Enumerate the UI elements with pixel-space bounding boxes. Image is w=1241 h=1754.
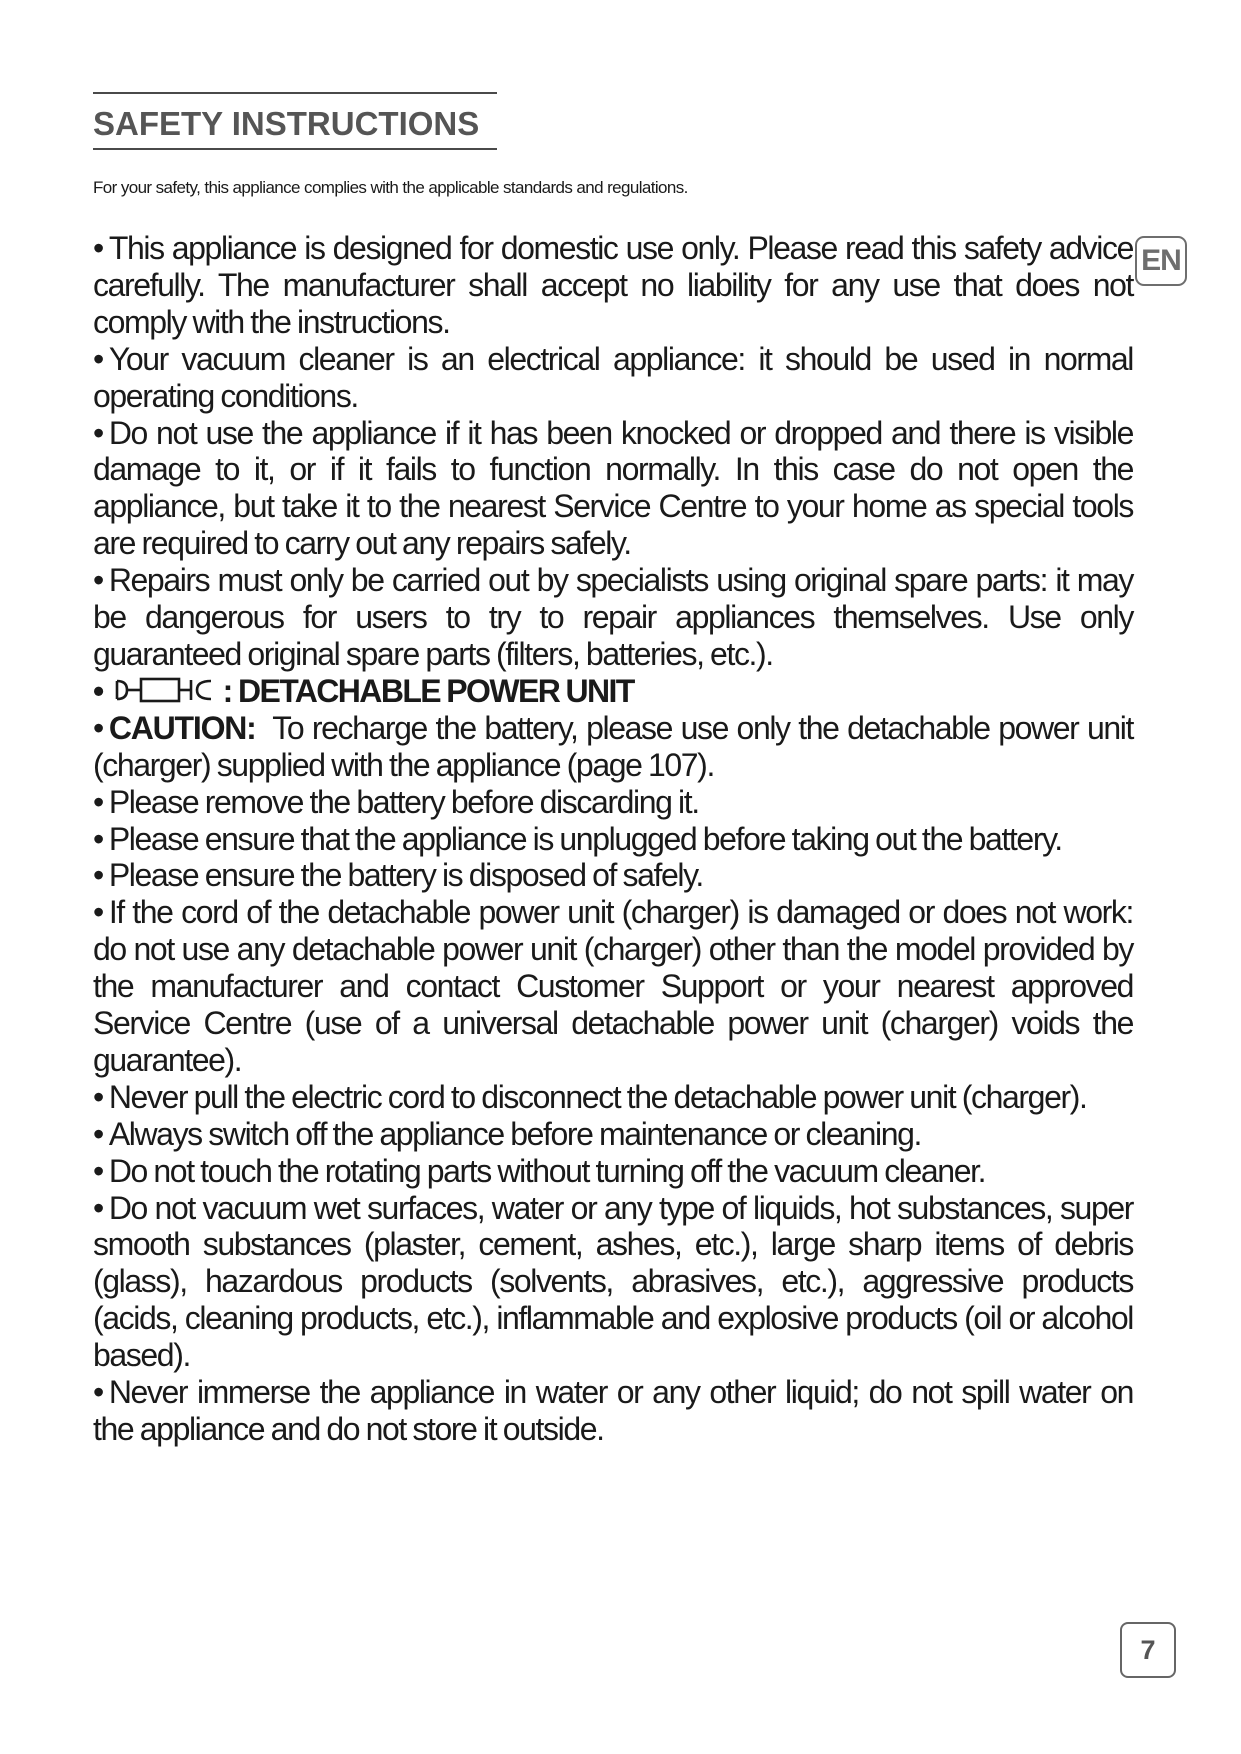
safety-item: [93, 1079, 1133, 1116]
safety-item: [93, 1153, 1133, 1190]
safety-item: [93, 562, 1133, 673]
bullet-icon: •: [93, 414, 103, 451]
safety-item-text: Please remove the battery before discarding it.: [108, 783, 699, 820]
power-unit-label: : DETACHABLE POWER UNIT: [222, 672, 634, 709]
safety-item-text: Repairs must only be carried out by specialists using original spare parts: it may be dangerous for users to try to repair appliances themselves. Use only guaranteed original spare parts (filters, batteries, etc.).: [93, 562, 1133, 672]
page-title: SAFETY INSTRUCTIONS: [93, 105, 480, 142]
safety-item: [93, 894, 1133, 1079]
safety-item-text: Always switch off the appliance before maintenance or cleaning.: [108, 1115, 922, 1152]
bullet-icon: •: [93, 230, 103, 266]
safety-item-text: Never pull the electric cord to disconnect the detachable power unit (charger).: [108, 1078, 1087, 1115]
power-unit-heading: [93, 673, 1133, 710]
caution-item: [93, 710, 1133, 784]
safety-item-text: Your vacuum cleaner is an electrical appliance: it should be used in normal operating conditions.: [93, 340, 1133, 414]
safety-item-text: Never immerse the appliance in water or any other liquid; do not spill water on the appliance and do not store it outside.: [93, 1374, 1133, 1447]
bullet-icon: •: [93, 894, 103, 931]
safety-item: [93, 857, 1133, 894]
bullet-icon: •: [93, 1374, 103, 1411]
safety-item: [93, 821, 1133, 858]
safety-item-text: Do not vacuum wet surfaces, water or any type of liquids, hot substances, super smooth substances (plaster, cement, ashes, etc.), large sharp items of debris (glass), hazardous products (solvents, abrasives, etc.), aggressive products (acids, cleaning products, etc.), inflammable and explosive products (oil or alcohol based).: [93, 1189, 1133, 1374]
safety-item-text: If the cord of the detachable power unit (charger) is damaged or does not work: do not use any detachable power unit (charger) other than the model provided by the manufacturer and contact Customer Support or your nearest approved Service Centre (use of a universal detachable power unit (charger) voids the guarantee).: [93, 894, 1133, 1078]
bullet-icon: •: [93, 340, 103, 377]
safety-item-text: Do not touch the rotating parts without turning off the vacuum cleaner.: [108, 1152, 986, 1189]
safety-list: [93, 230, 1133, 1448]
safety-item-text: Please ensure that the appliance is unplugged before taking out the battery.: [108, 820, 1062, 857]
page-number: 7: [1120, 1622, 1176, 1678]
section-title-block: [93, 92, 497, 150]
safety-item: [93, 1116, 1133, 1153]
safety-item: [93, 341, 1133, 415]
bullet-icon: •: [93, 709, 103, 746]
title-bottom-rule: [93, 148, 497, 150]
bullet-icon: •: [93, 1152, 103, 1189]
bullet-icon: •: [93, 1078, 103, 1115]
safety-item: [93, 1190, 1133, 1375]
bullet-icon: •: [93, 820, 103, 857]
bullet-icon: •: [93, 783, 103, 820]
bullet-icon: •: [93, 672, 103, 709]
detachable-power-unit-icon: [111, 675, 219, 705]
caution-label: CAUTION:: [108, 709, 256, 746]
safety-item: [93, 1374, 1133, 1448]
bullet-icon: •: [93, 1115, 103, 1152]
safety-item-text: This appliance is designed for domestic use only. Please read this safety advice carefully. The manufacturer shall accept no liability for any use that does not comply with the instructions.: [93, 230, 1133, 340]
bullet-icon: •: [93, 857, 103, 894]
safety-item-text: Please ensure the battery is disposed of safely.: [108, 857, 703, 894]
bullet-icon: •: [93, 562, 103, 599]
safety-item-text: Do not use the appliance if it has been knocked or dropped and there is visible damage to it, or if it fails to function normally. In this case do not open the appliance, but take it to the nearest Service Centre to your home as special tools are required to carry out any repairs safely.: [93, 414, 1133, 562]
caution-text: To recharge the battery, please use only the detachable power unit (charger) supplied with the appliance (page 107).: [93, 709, 1133, 783]
intro-text: For your safety, this appliance complies with the applicable standards and regulations.: [93, 178, 688, 197]
safety-item: [93, 415, 1133, 563]
safety-item: [93, 230, 1133, 341]
safety-item: [93, 784, 1133, 821]
language-badge: EN: [1135, 236, 1187, 286]
bullet-icon: •: [93, 1189, 103, 1226]
